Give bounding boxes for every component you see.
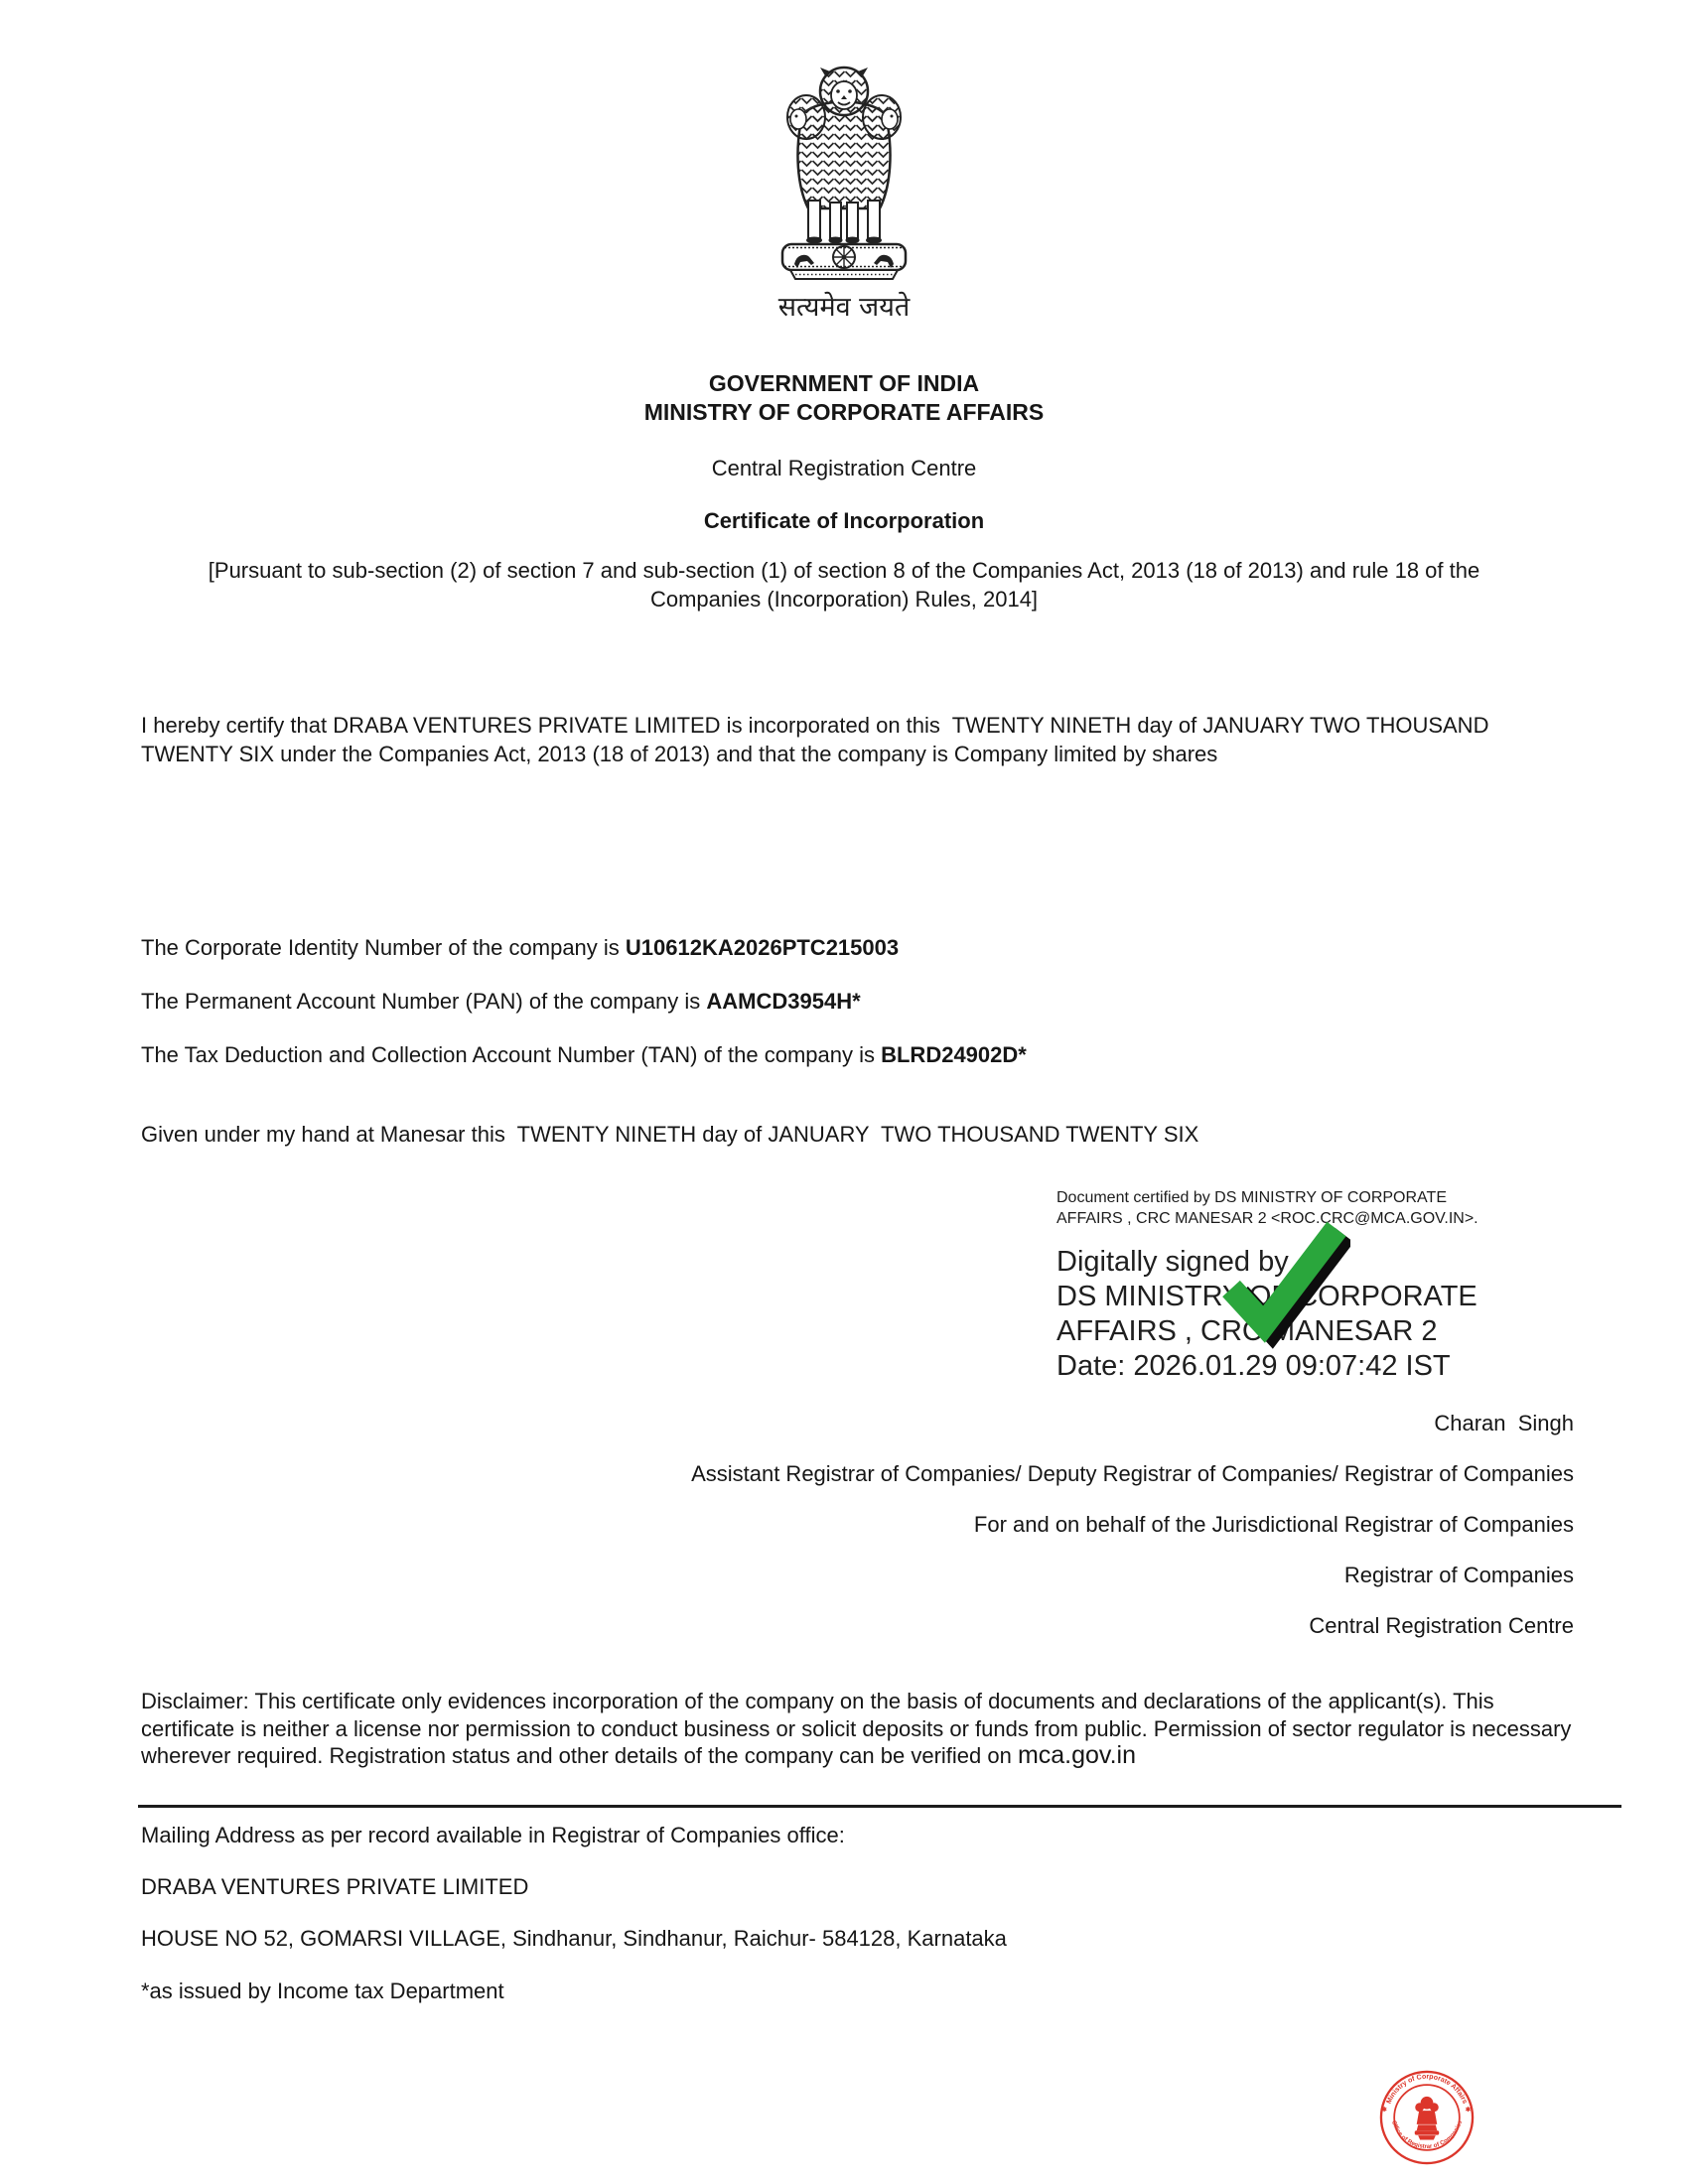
- disclaimer-text: Disclaimer: This certificate only evidences incorporation of the company on the basis of documents and declarations of the applicant(s). This certificate is neither a license nor permission to conduct business or solicit deposits or funds from public. Permission of sector regulator is necessary wherever required. Registration status and other details of the company can be verified on: [141, 1689, 1578, 1768]
- signatory-block: [141, 1410, 1574, 1663]
- signature-certified-note: Document certified by DS MINISTRY OF CORPORATE AFFAIRS , CRC MANESAR 2 <ROC.CRC@MCA.GOV.IN>.: [1056, 1189, 1478, 1227]
- signature-line: DS MINISTRY OF CORPORATE: [1056, 1281, 1477, 1312]
- signature-valid-check-icon: [1219, 1217, 1350, 1356]
- page-title: Certificate of Incorporation: [703, 508, 985, 533]
- tan-label: The Tax Deduction and Collection Account Number (TAN) of the company is: [141, 1042, 882, 1067]
- cin-label: The Corporate Identity Number of the company is: [141, 935, 626, 960]
- pan-value: AAMCD3954H*: [706, 989, 861, 1014]
- pursuant-clause: [Pursuant to sub-section (2) of section 7 and sub-section (1) of section 8 of the Companies Act, 2013 (18 of 2013) and rule 18 of the Companies (Incorporation) Rules, 2014]: [208, 558, 1480, 612]
- digital-signature-block: [1056, 1187, 1573, 1384]
- stamp-bottom-text: Office of Registrar of Companies: [1389, 2119, 1465, 2150]
- given-under-hand-line: Given under my hand at Manesar this TWENTY NINETH day of JANUARY TWO THOUSAND TWENTY SIX: [141, 1122, 1199, 1147]
- certification-paragraph: I hereby certify that DRABA VENTURES PRIVATE LIMITED is incorporated on this TWENTY NINETH day of JANUARY TWO THOUSAND TWENTY SIX under the Companies Act, 2013 (18 of 2013) and that the company is Company limited by shares: [141, 713, 1495, 766]
- signatory-title: For and on behalf of the Jurisdictional Registrar of Companies: [973, 1512, 1574, 1537]
- pan-label: The Permanent Account Number (PAN) of the company is: [141, 989, 707, 1014]
- mca-website-text: mca.gov.in: [1017, 1741, 1136, 1769]
- mailing-address-heading: Mailing Address as per record available in Registrar of Companies office:: [141, 1823, 845, 1847]
- signature-line: Date: 2026.01.29 09:07:42 IST: [1056, 1350, 1451, 1382]
- national-emblem-icon: [769, 52, 919, 280]
- signature-line: Digitally signed by: [1056, 1246, 1289, 1278]
- ministry-line: MINISTRY OF CORPORATE AFFAIRS: [643, 399, 1045, 425]
- central-registration-centre-line: Central Registration Centre: [711, 456, 977, 480]
- document-header: [0, 369, 1688, 614]
- pan-line: [141, 987, 1575, 1016]
- stamp-center-emblem: [1415, 2097, 1440, 2140]
- government-of-india-line: GOVERNMENT OF INDIA: [708, 370, 980, 396]
- tan-line: [141, 1040, 1575, 1069]
- signatory-title: Assistant Registrar of Companies/ Deputy Registrar of Companies/ Registrar of Companies: [691, 1461, 1574, 1486]
- roc-stamp-icon: [1378, 2069, 1476, 2166]
- signatory-title: Registrar of Companies: [1343, 1563, 1574, 1587]
- signature-line: AFFAIRS , CRC MANESAR 2: [1056, 1315, 1438, 1347]
- stamp-star-left: ✱: [1381, 2107, 1387, 2115]
- tan-value: BLRD24902D*: [881, 1042, 1027, 1067]
- cin-line: [141, 933, 1575, 962]
- mailing-company-name: DRABA VENTURES PRIVATE LIMITED: [141, 1874, 529, 1899]
- emblem-motto: सत्यमेव जयते: [777, 292, 911, 323]
- mailing-address-line: HOUSE NO 52, GOMARSI VILLAGE, Sindhanur, Sindhanur, Raichur- 584128, Karnataka: [141, 1926, 1007, 1951]
- signatory-title: Central Registration Centre: [1309, 1613, 1574, 1638]
- divider-line: [138, 1805, 1621, 1808]
- signatory-name: Charan Singh: [1434, 1411, 1574, 1435]
- emblem-block: [0, 52, 1688, 324]
- stamp-top-text: Ministry of Corporate Affairs: [1385, 2073, 1469, 2106]
- cin-value: U10612KA2026PTC215003: [625, 935, 900, 960]
- disclaimer-paragraph: [141, 1688, 1581, 1770]
- pan-footnote: *as issued by Income tax Department: [141, 1979, 504, 2003]
- stamp-star-right: ✱: [1465, 2107, 1472, 2115]
